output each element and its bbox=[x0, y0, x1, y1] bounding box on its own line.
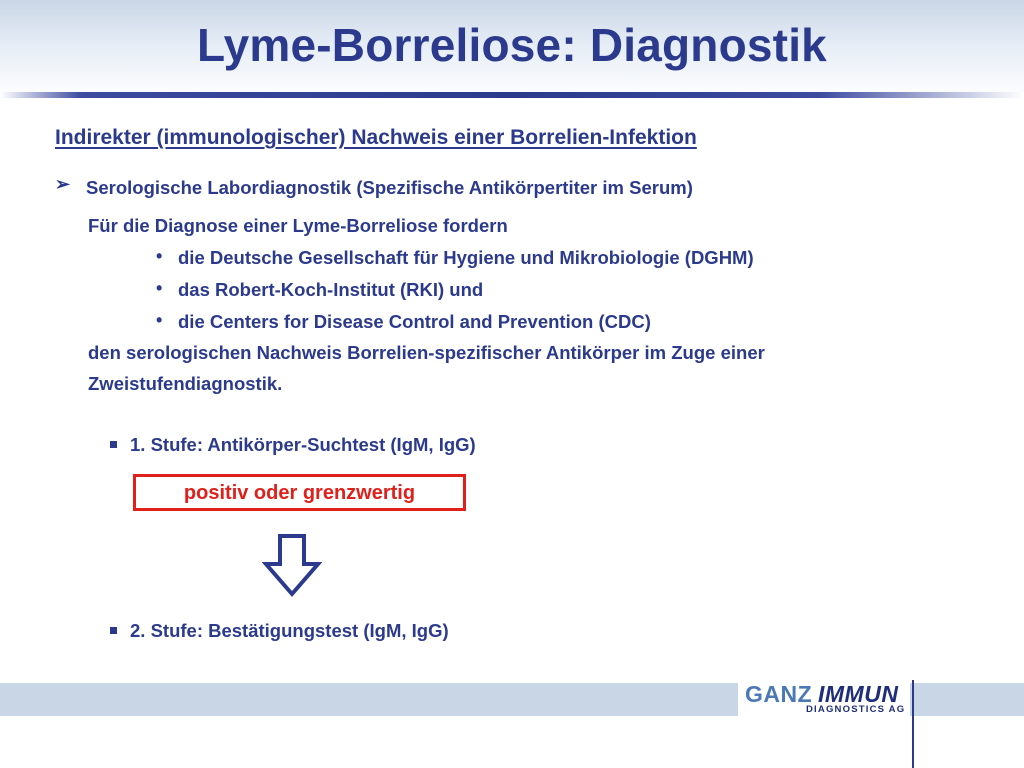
slide-title: Lyme-Borreliose: Diagnostik bbox=[197, 19, 827, 71]
result-highlight-box bbox=[133, 474, 466, 511]
organization-item: die Deutsche Gesellschaft für Hygiene und Mikrobiologie (DGHM) bbox=[178, 247, 754, 268]
arrowhead-bullet-icon: ➢ bbox=[55, 174, 71, 194]
intro-text: Für die Diagnose einer Lyme-Borreliose fordern bbox=[88, 215, 508, 236]
square-bullet-icon bbox=[110, 627, 117, 634]
logo-text-immun: IMMUN bbox=[818, 681, 899, 707]
result-text: positiv oder grenzwertig bbox=[183, 482, 416, 504]
logo-subtitle: DIAGNOSTICS AG bbox=[806, 704, 906, 715]
serology-item: Serologische Labordiagnostik (Spezifische Antikörpertiter im Serum) bbox=[86, 177, 693, 198]
down-arrow-icon bbox=[262, 534, 322, 598]
bullet-dot-icon: • bbox=[156, 310, 163, 330]
square-bullet-icon bbox=[110, 441, 117, 448]
title-divider bbox=[0, 92, 1024, 98]
organization-item: die Centers for Disease Control and Prevention (CDC) bbox=[178, 311, 651, 332]
conclusion-line-2: Zweistufendiagnostik. bbox=[88, 373, 283, 394]
section-heading: Indirekter (immunologischer) Nachweis einer Borrelien-Infektion bbox=[55, 126, 697, 149]
bullet-dot-icon: • bbox=[156, 278, 163, 298]
bullet-dot-icon: • bbox=[156, 246, 163, 266]
step-1: 1. Stufe: Antikörper-Suchtest (IgM, IgG) bbox=[130, 434, 476, 455]
conclusion-line-1: den serologischen Nachweis Borrelien-spezifischer Antikörper im Zuge einer bbox=[88, 342, 765, 363]
step-2: 2. Stufe: Bestätigungstest (IgM, IgG) bbox=[130, 620, 449, 641]
logo-divider-line bbox=[912, 680, 914, 768]
logo-text-ganz: GANZ bbox=[745, 681, 813, 707]
organization-item: das Robert-Koch-Institut (RKI) und bbox=[178, 279, 484, 300]
